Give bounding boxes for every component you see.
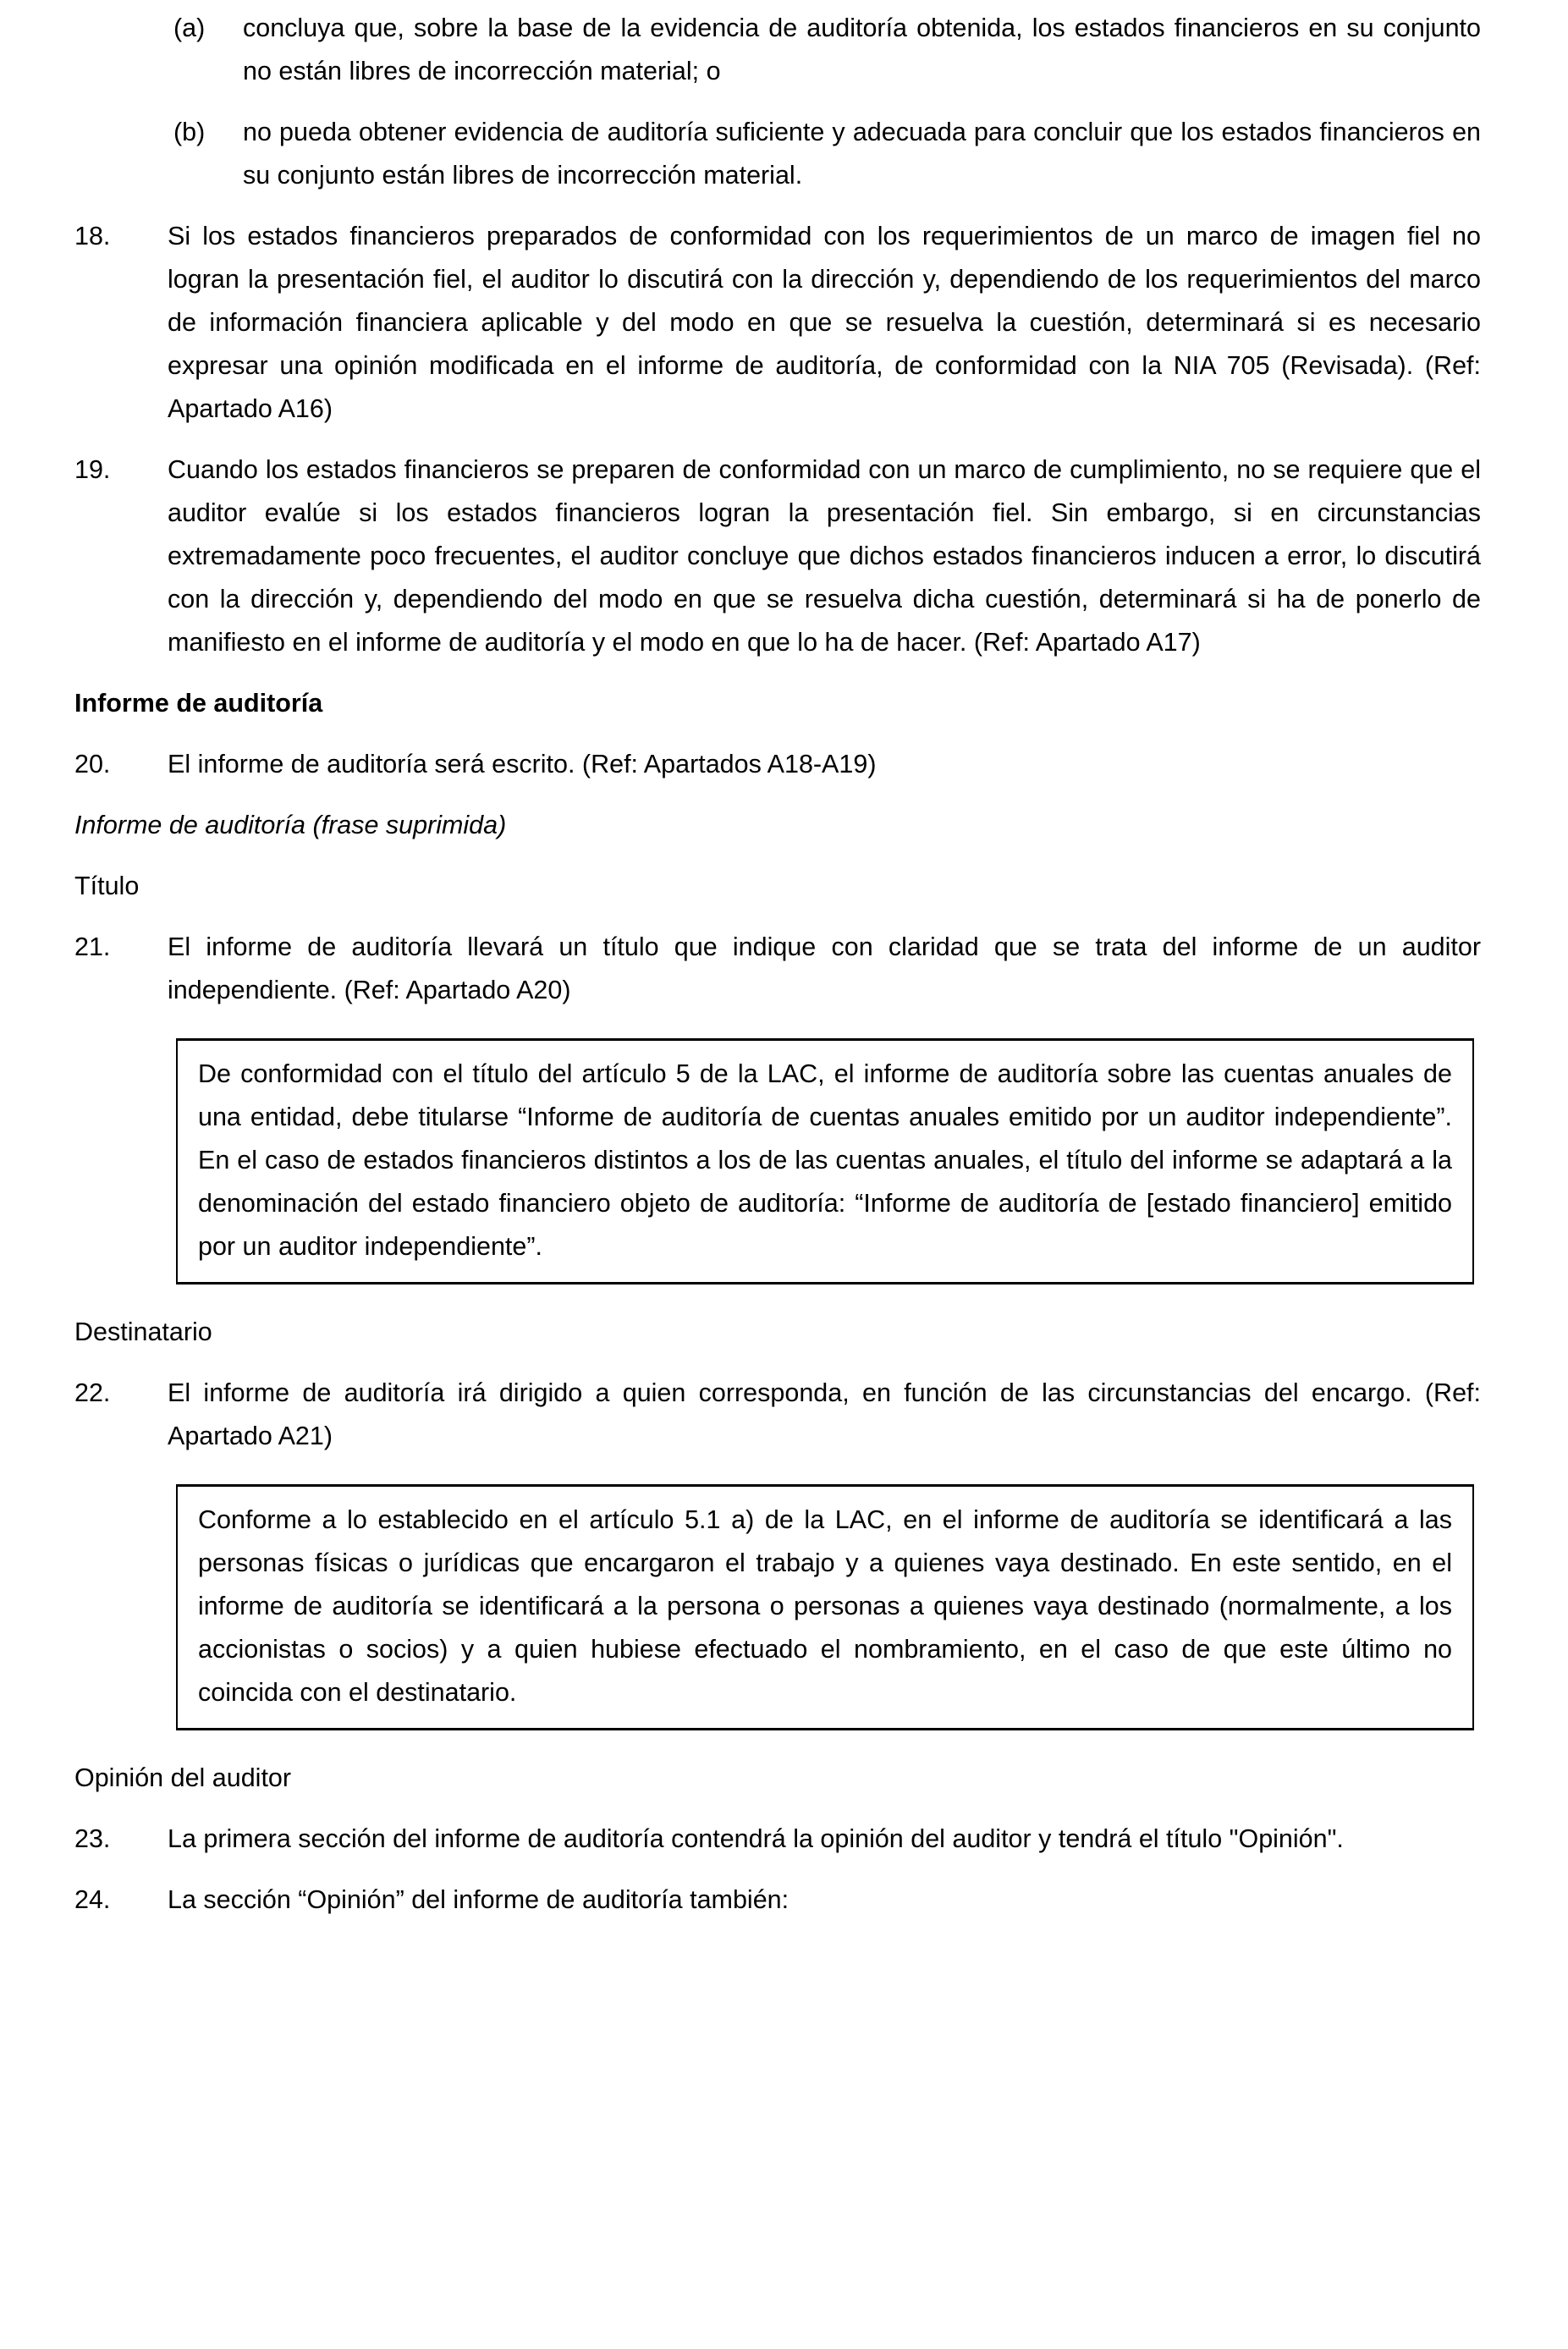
spacer — [74, 1476, 1481, 1484]
section-heading-destinatario: Destinatario — [74, 1318, 212, 1346]
numbered-paragraph-18 — [74, 215, 1481, 431]
paragraph-text: Cuando los estados financieros se preparen de conformidad con un marco de cumplimiento, no se requiere que el auditor evalúe si los estados financieros logran la presentación fiel. Sin embargo, si en circunstancias extremadamente poco frecuentes, el auditor concluye que dichos estados financieros inducen a error, lo discutirá con la dirección y, dependiendo del modo en que se resuelva dicha cuestión, determinará si ha de ponerlo de manifiesto en el informe de auditoría y el modo en que lo ha de hacer. (Ref: Apartado A17) — [168, 455, 1481, 657]
list-item — [74, 111, 1481, 197]
list-item-marker: (b) — [173, 118, 206, 146]
callout-text: De conformidad con el título del artículo 5 de la LAC, el informe de auditoría sobre las cuentas anuales de una entidad, debe titularse “Informe de auditoría de cuentas anuales emitido por un auditor independiente”. En el caso de estados financieros distintos a los de las cuentas anuales, el título del informe se adaptará a la denominación del estado financiero objeto de auditoría: “Informe de auditoría de [estado financiero] emitido por un auditor independiente”. — [198, 1059, 1452, 1261]
spacer — [74, 1748, 1481, 1757]
spacer — [74, 1302, 1481, 1311]
paragraph-number: 18. — [74, 222, 111, 250]
paragraph-number: 19. — [74, 455, 111, 484]
paragraph-number: 21. — [74, 932, 111, 961]
paragraph-text: El informe de auditoría llevará un título que indique con claridad que se trata del informe de un auditor independiente. (Ref: Apartado A20) — [168, 932, 1481, 1004]
paragraph-text: La primera sección del informe de auditoría contendrá la opinión del auditor y tendrá el título "Opinión". — [168, 1824, 1344, 1853]
paragraph-text: El informe de auditoría será escrito. (Ref: Apartados A18-A19) — [168, 750, 877, 778]
subsection-heading-frase-suprimida: Informe de auditoría (frase suprimida) — [74, 811, 507, 839]
numbered-paragraph-19 — [74, 448, 1481, 664]
numbered-paragraph-20 — [74, 743, 1481, 786]
callout-box-destinatario — [176, 1484, 1474, 1730]
list-item — [74, 7, 1481, 93]
paragraph-number: 24. — [74, 1885, 111, 1914]
paragraph-text: Si los estados financieros preparados de conformidad con los requerimientos de un marco de imagen fiel no logran la presentación fiel, el auditor lo discutirá con la dirección y, dependiendo de los requerimientos del marco de información financiera aplicable y del modo en que se resuelva la cuestión, determinará si es necesario expresar una opinión modificada en el informe de auditoría, de conformidad con la NIA 705 (Revisada). (Ref: Apartado A16) — [168, 222, 1481, 423]
paragraph-text: La sección “Opinión” del informe de auditoría también: — [168, 1885, 790, 1914]
section-heading-opinion-del-auditor: Opinión del auditor — [74, 1763, 292, 1792]
section-heading-titulo: Título — [74, 872, 140, 900]
callout-box-titulo — [176, 1038, 1474, 1285]
numbered-paragraph-24 — [74, 1879, 1481, 1922]
paragraph-number: 20. — [74, 750, 111, 778]
numbered-paragraph-22 — [74, 1372, 1481, 1458]
list-item-marker: (a) — [173, 14, 206, 42]
list-item-text: concluya que, sobre la base de la evidencia de auditoría obtenida, los estados financieros en su conjunto no están libres de incorrección material; o — [243, 14, 1481, 85]
section-heading-informe-de-auditoria: Informe de auditoría — [74, 689, 323, 718]
paragraph-number: 22. — [74, 1378, 111, 1407]
callout-text: Conforme a lo establecido en el artículo 5.1 a) de la LAC, en el informe de auditoría se identificará a las personas físicas o jurídicas que encargaron el trabajo y a quienes vaya destinado. En este sentido, en el informe de auditoría se identificará a la persona o personas a quienes vaya destinado (normalmente, a los accionistas o socios) y a quien hubiese efectuado el nombramiento, en el caso de que este último no coincida con el destinatario. — [198, 1505, 1452, 1707]
numbered-paragraph-23 — [74, 1818, 1481, 1861]
list-item-text: no pueda obtener evidencia de auditoría suficiente y adecuada para concluir que los estados financieros en su conjunto están libres de incorrección material. — [243, 118, 1481, 190]
spacer — [74, 1030, 1481, 1038]
paragraph-number: 23. — [74, 1824, 111, 1853]
paragraph-text: El informe de auditoría irá dirigido a quien corresponda, en función de las circunstancias del encargo. (Ref: Apartado A21) — [168, 1378, 1481, 1450]
numbered-paragraph-21 — [74, 926, 1481, 1012]
